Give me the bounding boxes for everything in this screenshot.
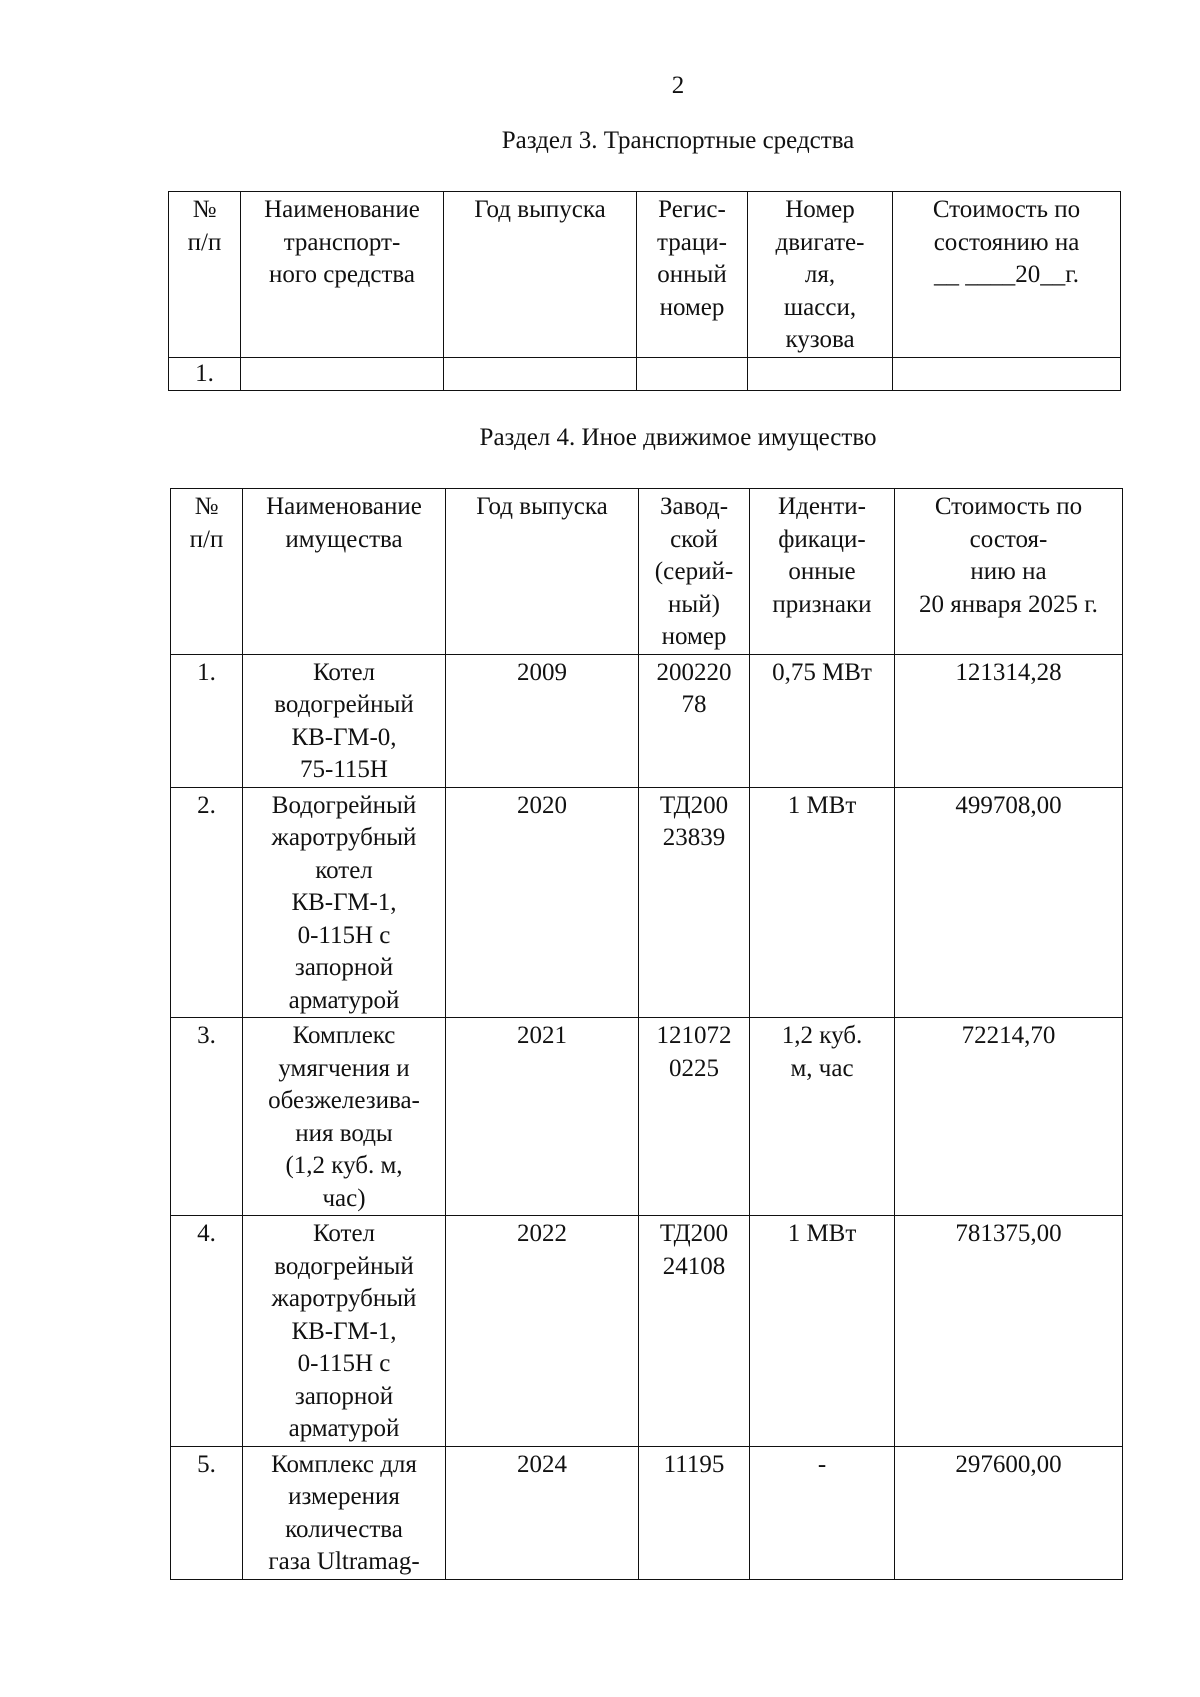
table-cell: Водогрейный жаротрубный котел КВ-ГМ-1, 0-115Н с запорной арматурой [243, 787, 446, 1018]
table-cell: Котел водогрейный КВ-ГМ-0, 75-115Н [243, 654, 446, 787]
table-cell: 11195 [639, 1446, 750, 1579]
table-cell [241, 357, 444, 391]
table-cell: Комплекс умягчения и обезжелезива- ния воды (1,2 куб. м, час) [243, 1018, 446, 1216]
header-cell-serial-number: Завод- ской (серий- ный) номер [639, 489, 750, 655]
table-cell: 2009 [446, 654, 639, 787]
table-cell: Комплекс для измерения количества газа Ultramag- [243, 1446, 446, 1579]
table-header-row [171, 489, 1123, 655]
table-row [171, 1216, 1123, 1447]
table-cell: 781375,00 [895, 1216, 1123, 1447]
table-cell: 4. [171, 1216, 243, 1447]
table-row [171, 1018, 1123, 1216]
table-cell: 1,2 куб. м, час [750, 1018, 895, 1216]
table-cell [444, 357, 637, 391]
header-cell-engine-number: Номер двигате- ля, шасси, кузова [748, 192, 893, 358]
header-cell-property-name: Наименование имущества [243, 489, 446, 655]
table-row [169, 357, 1121, 391]
table-cell [748, 357, 893, 391]
section-3-title: Раздел 3. Транспортные средства [501, 127, 855, 154]
movable-property-table [170, 488, 1123, 1580]
table-cell: 3. [171, 1018, 243, 1216]
table-cell: 1. [169, 357, 241, 391]
table-cell: 1. [171, 654, 243, 787]
table-cell: ТД200 24108 [639, 1216, 750, 1447]
section-4-title: Раздел 4. Иное движимое имущество [479, 424, 877, 451]
table-cell [637, 357, 748, 391]
table-cell: 121314,28 [895, 654, 1123, 787]
table-cell: - [750, 1446, 895, 1579]
header-cell-registration-number: Регис- траци- онный номер [637, 192, 748, 358]
page-number: 2 [671, 72, 685, 99]
table-cell: 5. [171, 1446, 243, 1579]
table-cell: 2022 [446, 1216, 639, 1447]
table-cell: 72214,70 [895, 1018, 1123, 1216]
table-cell: 121072 0225 [639, 1018, 750, 1216]
table-cell: 1 МВт [750, 1216, 895, 1447]
header-cell-year: Год выпуска [444, 192, 637, 358]
header-cell-number: № п/п [171, 489, 243, 655]
table-cell: 2024 [446, 1446, 639, 1579]
table-row [171, 787, 1123, 1018]
table-cell: 297600,00 [895, 1446, 1123, 1579]
table-cell: 2. [171, 787, 243, 1018]
header-cell-cost: Стоимость по состоя- нию на 20 января 2025 г. [895, 489, 1123, 655]
table-cell: 0,75 МВт [750, 654, 895, 787]
header-cell-identification: Иденти- фикаци- онные признаки [750, 489, 895, 655]
table-row [171, 654, 1123, 787]
header-cell-number: № п/п [169, 192, 241, 358]
header-cell-vehicle-name: Наименование транспорт- ного средства [241, 192, 444, 358]
table-cell: Котел водогрейный жаротрубный КВ-ГМ-1, 0-115Н с запорной арматурой [243, 1216, 446, 1447]
table-cell: 200220 78 [639, 654, 750, 787]
table-cell: 499708,00 [895, 787, 1123, 1018]
table-cell: ТД200 23839 [639, 787, 750, 1018]
vehicles-table [168, 191, 1121, 391]
header-cell-year: Год выпуска [446, 489, 639, 655]
table-cell: 2021 [446, 1018, 639, 1216]
table-row [171, 1446, 1123, 1579]
table-cell: 1 МВт [750, 787, 895, 1018]
table-header-row [169, 192, 1121, 358]
header-cell-cost: Стоимость по состоянию на __ ____20__г. [893, 192, 1121, 358]
table-cell [893, 357, 1121, 391]
table-cell: 2020 [446, 787, 639, 1018]
